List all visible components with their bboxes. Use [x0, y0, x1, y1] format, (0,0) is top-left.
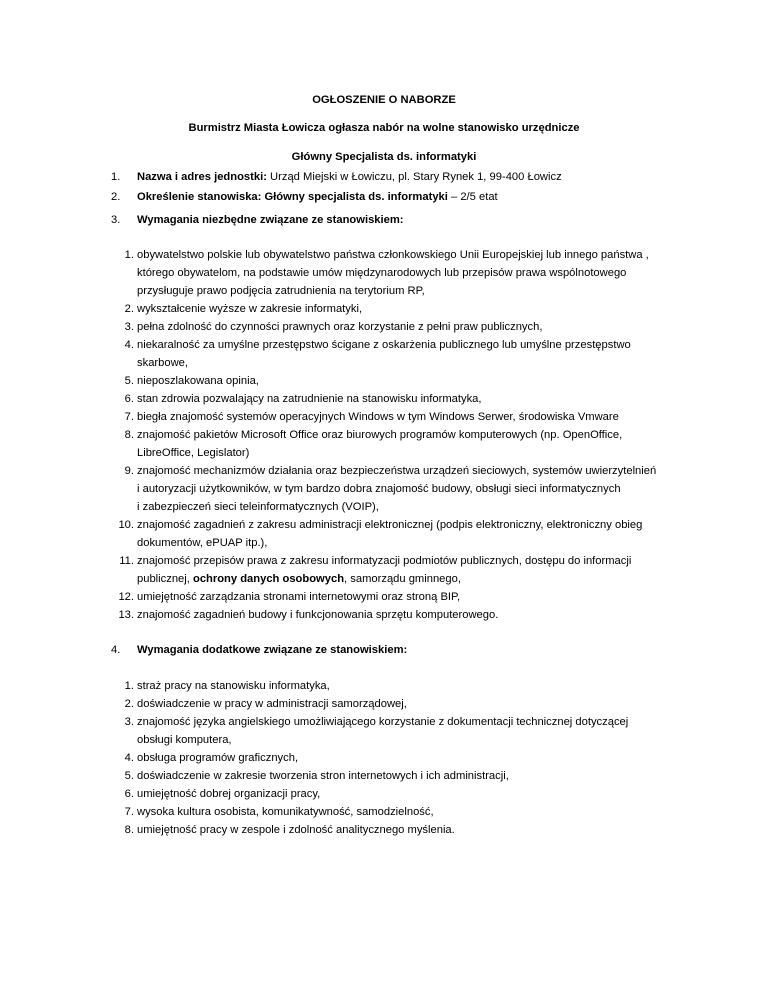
item-text: wysoka kultura osobista, komunikatywność, samodzielność,	[137, 806, 434, 818]
item-number: 2.	[124, 698, 134, 710]
item-number: 8.	[124, 824, 134, 836]
item-text-continued: którego obywatelom, na podstawie umów międzynarodowych lub przepisów prawa wspólnotowego	[137, 267, 627, 279]
item-text: obsługa programów graficznych,	[137, 752, 299, 764]
item-number: 7.	[124, 806, 134, 818]
item-text-continued: skarbowe,	[137, 357, 188, 369]
item-text: niekaralność za umyślne przestępstwo ścigane z oskarżenia publicznego lub umyślne przestępstwo	[137, 339, 631, 351]
item-text: znajomość pakietów Microsoft Office oraz biurowych programów komputerowych (np. OpenOffice,	[137, 429, 623, 441]
item-text: znajomość przepisów prawa z zakresu informatyzacji podmiotów publicznych, dostępu do informacji	[137, 555, 632, 567]
point-number: 1.	[111, 171, 121, 183]
item-text: straż pracy na stanowisku informatyka,	[137, 680, 330, 692]
item-number: 1.	[124, 249, 134, 261]
item-text: nieposzlakowana opinia,	[137, 375, 259, 387]
item-text-fragment: , samorządu gminnego,	[344, 573, 461, 585]
item-text: biegła znajomość systemów operacyjnych Windows w tym Windows Serwer, środowiska Vmware	[137, 411, 619, 423]
point-label: Nazwa i adres jednostki:	[137, 171, 267, 183]
item-text: pełna zdolność do czynności prawnych oraz korzystanie z pełni praw publicznych,	[137, 321, 543, 333]
item-number: 8.	[124, 429, 134, 441]
section-heading: Wymagania dodatkowe związane ze stanowiskiem:	[137, 644, 408, 656]
item-text: doświadczenie w pracy w administracji samorządowej,	[137, 698, 407, 710]
item-text-continued: przysługuje prawo podjęcia zatrudnienia na terytorium RP,	[137, 285, 425, 297]
section-heading: Wymagania niezbędne związane ze stanowiskiem:	[137, 214, 404, 226]
point-number: 2.	[111, 191, 121, 203]
item-number: 3.	[124, 321, 134, 333]
document-title: OGŁOSZENIE O NABORZE	[312, 94, 456, 106]
announcement-line: Burmistrz Miasta Łowicza ogłasza nabór na wolne stanowisko urzędnicze	[188, 122, 580, 134]
item-number: 12.	[118, 591, 134, 603]
item-number: 1.	[124, 680, 134, 692]
point-number: 3.	[111, 214, 121, 226]
item-number: 2.	[124, 303, 134, 315]
point-number: 4.	[111, 644, 121, 656]
item-text-continued: i autoryzacji użytkowników, w tym bardzo dobra znajomość budowy, obsługi sieci informatycznych	[137, 483, 621, 495]
item-text: obywatelstwo polskie lub obywatelstwo państwa członkowskiego Unii Europejskiej lub innego państwa ,	[137, 249, 649, 261]
item-number: 9.	[124, 465, 134, 477]
item-text: znajomość mechanizmów działania oraz bezpieczeństwa urządzeń sieciowych, systemów uwierzytelnień	[137, 465, 657, 477]
item-text: znajomość języka angielskiego umożliwiającego korzystanie z dokumentacji technicznej dotyczącej	[137, 716, 629, 728]
point-label: Określenie stanowiska: Główny specjalista ds. informatyki	[137, 191, 448, 203]
item-number: 6.	[124, 393, 134, 405]
item-number: 3.	[124, 716, 134, 728]
item-text-fragment: publicznej,	[137, 573, 193, 585]
item-text-emphasis: ochrony danych osobowych	[192, 573, 345, 585]
item-number: 6.	[124, 788, 134, 800]
item-text-continued: i zabezpieczeń sieci teleinformatycznych (VOIP),	[137, 501, 379, 513]
item-text: stan zdrowia pozwalający na zatrudnienie na stanowisku informatyka,	[137, 393, 482, 405]
item-number: 5.	[124, 770, 134, 782]
item-number: 13.	[118, 609, 134, 621]
item-text: umiejętność dobrej organizacji pracy,	[137, 788, 321, 800]
item-text: umiejętność pracy w zespole i zdolność analitycznego myślenia.	[137, 824, 455, 836]
item-text-continued: LibreOffice, Legislator)	[137, 447, 250, 459]
item-text: znajomość zagadnień budowy i funkcjonowania sprzętu komputerowego.	[137, 609, 499, 621]
item-text-continued	[137, 573, 461, 585]
item-text-continued: dokumentów, ePUAP itp.),	[137, 537, 268, 549]
item-text: doświadczenie w zakresie tworzenia stron internetowych i ich administracji,	[137, 770, 509, 782]
item-number: 7.	[124, 411, 134, 423]
position-title: Główny Specjalista ds. informatyki	[291, 151, 477, 163]
point-text: – 2/5 etat	[447, 191, 498, 203]
item-text: umiejętność zarządzania stronami internetowymi oraz stroną BIP,	[137, 591, 461, 603]
point-text: Urząd Miejski w Łowiczu, pl. Stary Rynek 1, 99-400 Łowicz	[266, 171, 562, 183]
item-number: 4.	[124, 339, 134, 351]
item-number: 10.	[118, 519, 134, 531]
item-number: 11.	[119, 555, 134, 567]
item-text: wykształcenie wyższe w zakresie informatyki,	[137, 303, 363, 315]
item-number: 4.	[124, 752, 134, 764]
item-text-continued: obsługi komputera,	[137, 734, 232, 746]
item-number: 5.	[124, 375, 134, 387]
item-text: znajomość zagadnień z zakresu administracji elektronicznej (podpis elektroniczny, elektroniczny obieg	[137, 519, 643, 531]
